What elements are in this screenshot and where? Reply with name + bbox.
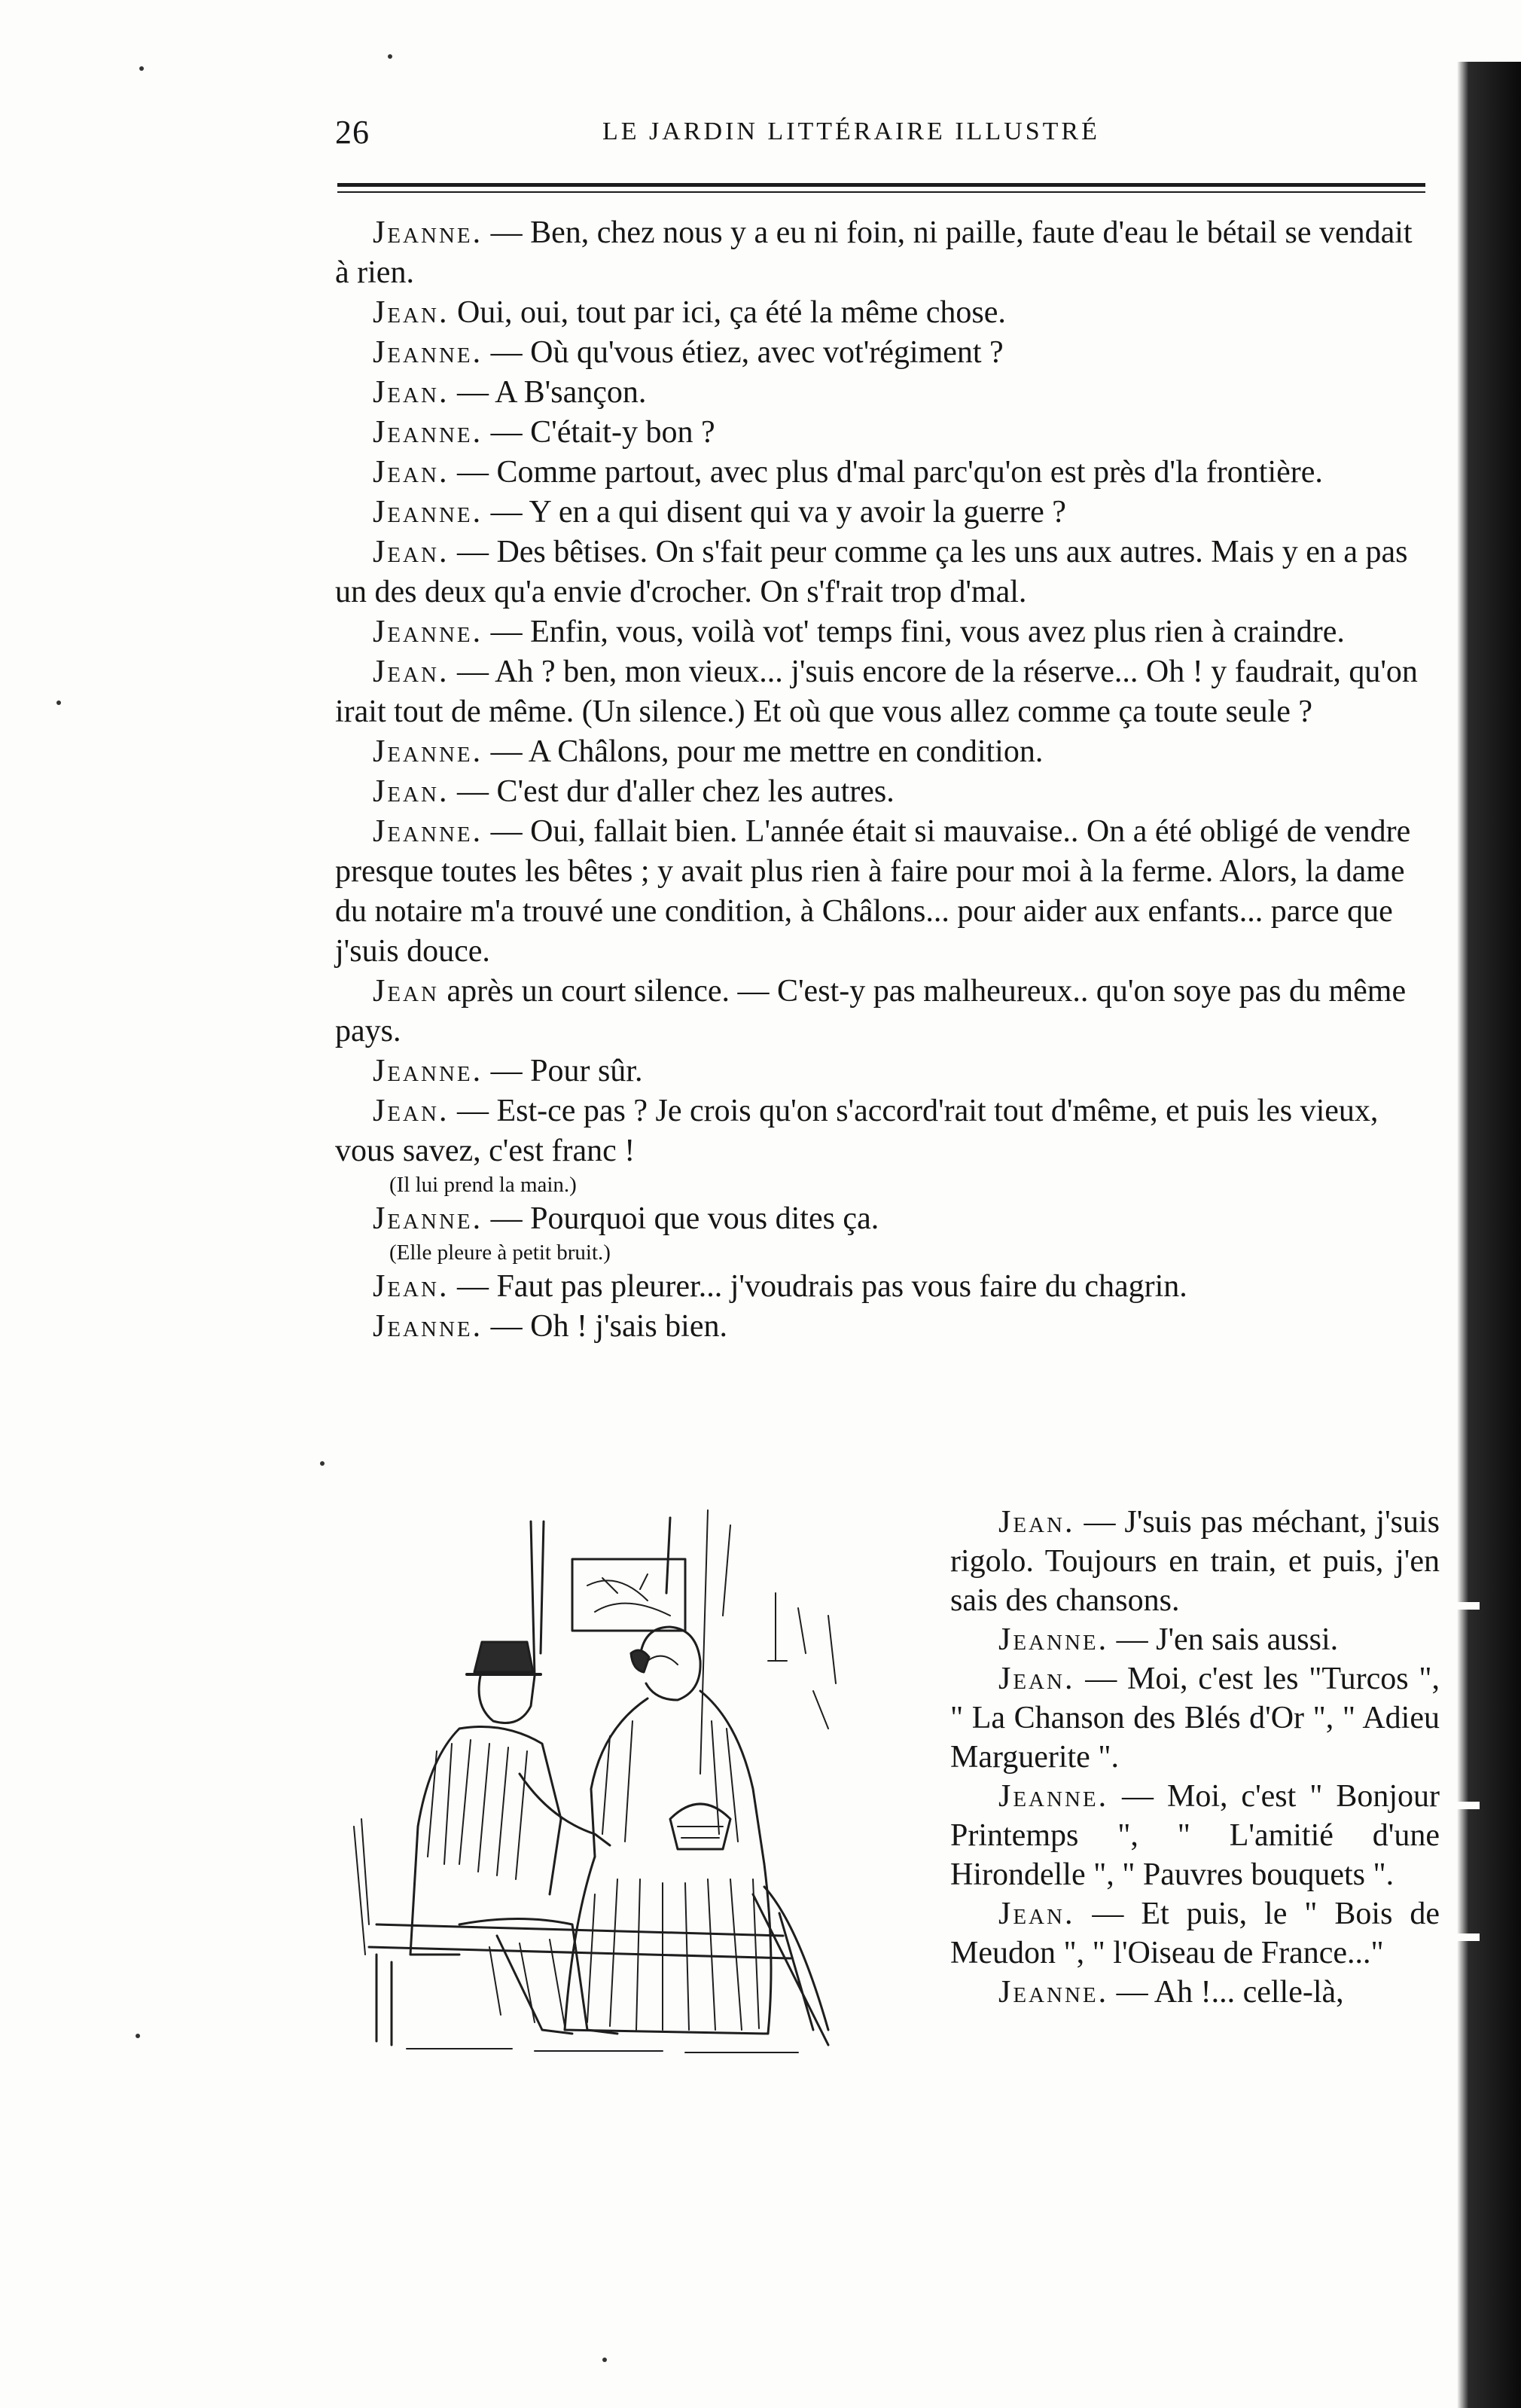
line-text: — C'est dur d'aller chez les autres.: [449, 774, 895, 809]
page-binding-edge: [1457, 62, 1521, 2408]
line-text: — Des bêtises. On s'fait peur comme ça les uns aux autres. Mais y en a pas un des deux qu'a envie d'crocher. On s'f'rait trop d'mal.: [335, 535, 1408, 609]
speaker-name: Jeanne.: [373, 215, 483, 250]
line-text: — A B'sançon.: [449, 375, 647, 410]
line-text: — A Châlons, pour me mettre en condition.: [483, 734, 1044, 769]
header-rule: [337, 183, 1425, 187]
dialogue-line: [335, 533, 1431, 612]
scan-speck: [388, 54, 392, 59]
dialogue-line: [335, 453, 1431, 493]
dialogue-line: [950, 1973, 1440, 2012]
speaker-name: Jean.: [998, 1505, 1075, 1540]
scan-speck: [320, 1461, 325, 1466]
speaker-name: Jeanne.: [373, 335, 483, 370]
stage-direction: (Il lui prend la main.): [389, 1173, 577, 1197]
line-text: — Pour sûr.: [483, 1054, 643, 1088]
speaker-name: Jean.: [373, 375, 450, 410]
dialogue-line: [950, 1894, 1440, 1973]
speaker-name: Jeanne.: [373, 1054, 483, 1088]
stage-direction: (Elle pleure à petit bruit.): [389, 1241, 611, 1265]
scan-speck: [602, 2358, 607, 2362]
page-number: 26: [335, 114, 370, 151]
scan-speck: [56, 700, 61, 705]
line-text: — Pourquoi que vous dites ça.: [483, 1201, 879, 1236]
soldier-and-woman-icon: [346, 1503, 949, 2064]
scan-speck: [139, 66, 144, 71]
line-text: — Comme partout, avec plus d'mal parc'qu'on est près d'la frontière.: [449, 455, 1323, 490]
line-text: — J'en sais aussi.: [1108, 1622, 1339, 1657]
dialogue-line: [950, 1659, 1440, 1777]
scan-speck: [136, 2034, 140, 2038]
header-rule-thin: [337, 191, 1425, 193]
speaker-name: Jeanne.: [998, 1975, 1109, 2010]
dialogue-line: [335, 772, 1431, 812]
speaker-name: Jeanne.: [373, 615, 483, 649]
speaker-name: Jean.: [373, 1094, 450, 1128]
dialogue-line: [335, 612, 1431, 652]
line-text: — C'était-y bon ?: [483, 415, 715, 450]
dialogue-line: [335, 972, 1431, 1051]
line-text: — Ah ? ben, mon vieux... j'suis encore de la réserve... Oh ! y faudrait, qu'on irait tout de même. (Un silence.) Et où que vous allez comme ça toute seule ?: [335, 655, 1418, 729]
speaker-name: Jeanne.: [373, 495, 483, 530]
speaker-name: Jeanne.: [998, 1779, 1109, 1814]
speaker-name: Jeanne.: [373, 814, 483, 849]
speaker-name: Jean.: [373, 1269, 450, 1304]
dialogue-line: [335, 373, 1431, 413]
dialogue-line: [950, 1777, 1440, 1894]
running-head: [335, 113, 1449, 166]
line-text: — Moi, c'est les "Turcos ", " La Chanson des Blés d'Or ", " Adieu Marguerite ".: [950, 1662, 1440, 1775]
running-title: LE JARDIN LITTÉRAIRE ILLUSTRÉ: [602, 118, 1100, 145]
dialogue-line: [335, 493, 1431, 533]
line-text: — Ben, chez nous y a eu ni foin, ni paille, faute d'eau le bétail se vendait à rien.: [335, 215, 1413, 290]
side-dialogue-column: [950, 1503, 1440, 2012]
line-text: — Est-ce pas ? Je crois qu'on s'accord'rait tout d'même, et puis les vieux, vous savez, c'est franc !: [335, 1094, 1379, 1168]
speaker-name: Jean.: [373, 535, 450, 569]
speaker-name: Jean.: [373, 455, 450, 490]
line-text: — Moi, c'est " Bonjour Printemps ", " L'amitié d'une Hirondelle ", " Pauvres bouquets ".: [950, 1779, 1440, 1892]
dialogue-line: [335, 293, 1431, 333]
line-text: — J'suis pas méchant, j'suis rigolo. Toujours en train, et puis, j'en sais des chansons.: [950, 1505, 1440, 1618]
line-text: — Et puis, le " Bois de Meudon ", " l'Oiseau de France...": [950, 1897, 1440, 1970]
dialogue-line: [335, 1091, 1431, 1171]
line-text: — Oh ! j'sais bien.: [483, 1309, 727, 1344]
speaker-name: Jean: [373, 974, 439, 1009]
speaker-name: Jeanne.: [373, 734, 483, 769]
dialogue-line: [335, 213, 1431, 293]
line-text: Oui, oui, tout par ici, ça été la même chose.: [449, 295, 1006, 330]
dialogue-line: [335, 1267, 1431, 1307]
line-text: — Enfin, vous, voilà vot' temps fini, vous avez plus rien à craindre.: [483, 615, 1345, 649]
speaker-name: Jeanne.: [373, 415, 483, 450]
line-text: — Y en a qui disent qui va y avoir la guerre ?: [483, 495, 1066, 530]
dialogue-line: [335, 652, 1431, 732]
speaker-name: Jean.: [998, 1662, 1075, 1696]
dialogue-line: [335, 812, 1431, 972]
speaker-name: Jean.: [373, 295, 450, 330]
dialogue-line: [335, 413, 1431, 453]
dialogue-line: [950, 1503, 1440, 1620]
dialogue-line: [335, 732, 1431, 772]
line-text: — Ah !... celle-là,: [1108, 1975, 1344, 2010]
speaker-name: Jeanne.: [998, 1622, 1109, 1657]
dialogue-line: [335, 1199, 1431, 1239]
engraving-illustration: [346, 1503, 949, 2064]
line-text: — Faut pas pleurer... j'voudrais pas vous faire du chagrin.: [449, 1269, 1187, 1304]
speaker-name: Jeanne.: [373, 1201, 483, 1236]
dialogue-line: [335, 1051, 1431, 1091]
speaker-name: Jean.: [998, 1897, 1075, 1931]
dialogue-line: [335, 1307, 1431, 1347]
speaker-name: Jean.: [373, 774, 450, 809]
speaker-name: Jeanne.: [373, 1309, 483, 1344]
dialogue-text: [335, 213, 1431, 1347]
line-text: — Où qu'vous étiez, avec vot'régiment ?: [483, 335, 1004, 370]
speaker-name: Jean.: [373, 655, 450, 689]
dialogue-line: [950, 1620, 1440, 1659]
line-text: après un court silence. — C'est-y pas malheureux.. qu'on soye pas du même pays.: [335, 974, 1407, 1048]
dialogue-line: [335, 333, 1431, 373]
line-text: — Oui, fallait bien. L'année était si mauvaise.. On a été obligé de vendre presque toutes les bêtes ; y avait plus rien à faire pour moi à la ferme. Alors, la dame du notaire m'a trouvé une condition, à Châlons... pour aider aux enfants... parce que j'suis douce.: [335, 814, 1411, 969]
